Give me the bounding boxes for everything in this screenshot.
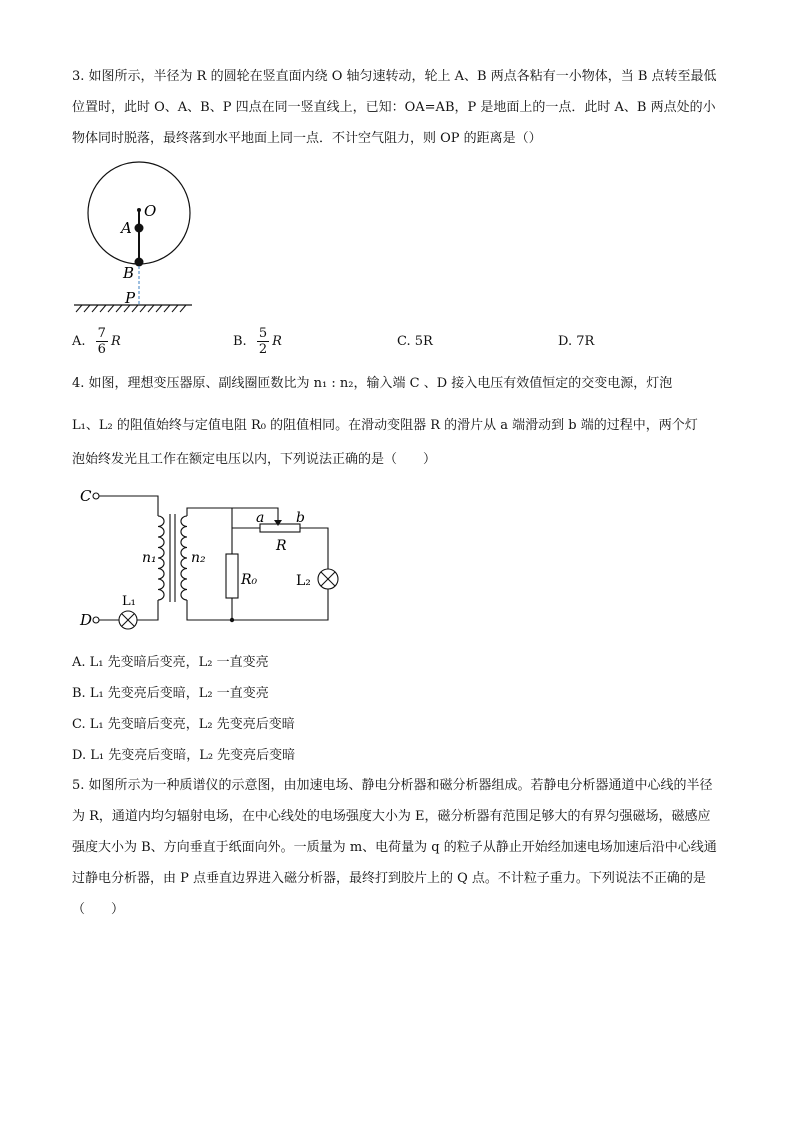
terminal-d: [93, 617, 99, 623]
question-3-text: 3. 如图所示，半径为 R 的圆轮在竖直面内绕 O 轴匀速转动，轮上 A、B 两点各粘有一小物体，当 B 点转至最低位置时，此时 O、A、B、P 四点在同一竖直线上，已知：OA=AB，P 是地面上的一点．此时 A、B 两点处的小物体同时脱落，最终落到水平地面上同一点．不计空气阻力，则 OP 的距离是（）: [72, 69, 717, 146]
label-r: R: [276, 538, 287, 554]
q3-option-b-fraction: $\frac{5}{2}$: [258, 326, 268, 357]
q3-option-a: A. $\frac{7}{6}$ R: [72, 326, 121, 357]
transformer-circuit-figure: [74, 484, 364, 634]
question-5-text: 5. 如图所示为一种质谱仪的示意图，由加速电场、静电分析器和磁分析器组成。若静电分析器通道中心线的半径为 R，通道内均匀辐射电场，在中心线处的电场强度大小为 E，磁分析器有范围足够大的有界匀强磁场，磁感应强度大小为 B、方向垂直于纸面向外。一质量为 m、电荷量为 q 的粒子从静止开始经加速电场加速后沿中心线通过静电分析器，由 P 点垂直边界进入磁分析器，最终打到胶片上的 Q 点。不计粒子重力。下列说法不正确的是（ ）: [72, 778, 717, 917]
point-a-dot: [135, 224, 144, 233]
label-b: b: [296, 510, 305, 526]
secondary-wire-top: [187, 508, 232, 554]
label-a: A: [121, 219, 132, 237]
label-n2: n₂: [191, 550, 206, 566]
label-r0: R₀: [241, 572, 258, 588]
label-p: P: [125, 289, 136, 307]
axis-o-point: [137, 208, 141, 212]
rheostat-right-wire: [300, 528, 328, 569]
q4-option-d: D. L₁ 先变亮后变暗，L₂ 先变亮后变暗: [72, 748, 296, 763]
rheostat-r: [260, 524, 300, 532]
q4-option-a: A. L₁ 先变暗后变亮，L₂ 一直变亮: [72, 655, 269, 670]
q3-option-c: C. 5R: [397, 334, 433, 349]
label-d: D: [80, 611, 93, 629]
label-o: O: [144, 202, 157, 220]
secondary-wire-bottom: [187, 589, 328, 620]
slider-arrow-icon: [274, 520, 282, 526]
terminal-c: [93, 493, 99, 499]
q3-option-b: B. $\frac{5}{2}$ R: [233, 326, 282, 357]
label-l1: L₁: [122, 594, 136, 609]
label-l2: L₂: [296, 573, 311, 589]
question-4-line-1: 4. 如图，理想变压器原、副线圈匝数比为 n₁ : n₂，输入端 C 、D 接入电压有效值恒定的交变电源，灯泡: [72, 376, 673, 391]
secondary-coil: [181, 516, 187, 600]
q3-option-a-fraction: $\frac{7}{6}$: [97, 326, 106, 357]
question-4-line-2: L₁、L₂ 的阻值始终与定值电阻 R₀ 的阻值相同。在滑动变阻器 R 的滑片从 a 端滑动到 b 端的过程中，两个灯: [72, 418, 698, 433]
slider-wire: [232, 508, 278, 522]
q4-option-c: C. L₁ 先变暗后变亮，L₂ 先变亮后变暗: [72, 717, 295, 732]
q4-option-b: B. L₁ 先变亮后变暗，L₂ 一直变亮: [72, 686, 269, 701]
junction-dot: [230, 618, 234, 622]
label-c: C: [80, 487, 92, 505]
primary-wire-top: [99, 496, 158, 516]
q3-option-d: D. 7R: [558, 334, 595, 349]
wheel-figure: [68, 160, 208, 320]
label-n1: n₁: [142, 550, 157, 566]
label-b: B: [123, 264, 135, 282]
point-b-dot: [135, 258, 144, 267]
resistor-r0: [226, 554, 238, 598]
primary-coil: [158, 516, 164, 600]
label-a: a: [256, 510, 265, 526]
primary-wire-bottom-right: [137, 600, 158, 620]
question-4-line-3: 泡始终发光且工作在额定电压以内，下列说法正确的是（ ）: [72, 452, 437, 467]
